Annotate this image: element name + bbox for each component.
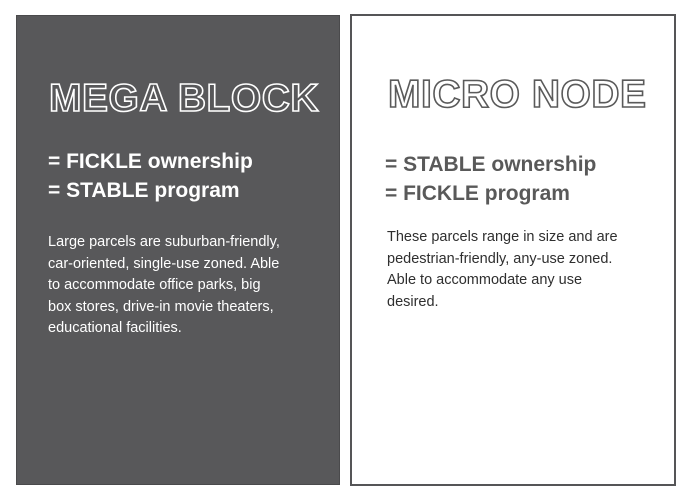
micro-node-desc-line: These parcels range in size and are bbox=[387, 229, 618, 245]
mega-block-program: = STABLE program bbox=[48, 179, 240, 202]
micro-node-equations bbox=[385, 150, 596, 208]
mega-block-desc-line: to accommodate office parks, big bbox=[48, 277, 261, 293]
micro-node-desc-line: Able to accommodate any use bbox=[387, 272, 583, 288]
mega-block-description bbox=[48, 232, 280, 340]
mega-block-desc-line: educational facilities. bbox=[48, 320, 182, 336]
mega-block-desc-line: Large parcels are suburban-friendly, bbox=[48, 234, 280, 250]
mega-block-panel bbox=[16, 15, 340, 485]
micro-node-program: = FICKLE program bbox=[385, 182, 570, 205]
mega-block-desc-line: car-oriented, single-use zoned. Able bbox=[48, 255, 280, 272]
micro-node-title: MICRO NODE bbox=[388, 73, 647, 116]
micro-node-description bbox=[387, 227, 618, 313]
mega-block-equations bbox=[48, 147, 253, 205]
micro-node-desc-line: desired. bbox=[387, 293, 439, 310]
micro-node-ownership: = STABLE ownership bbox=[385, 153, 597, 176]
micro-node-panel bbox=[350, 14, 676, 486]
mega-block-title: MEGA BLOCK bbox=[49, 77, 320, 120]
mega-block-desc-line: box stores, drive-in movie theaters, bbox=[48, 298, 274, 315]
mega-block-ownership: = FICKLE ownership bbox=[48, 150, 253, 173]
micro-node-desc-line: pedestrian-friendly, any-use zoned. bbox=[387, 250, 613, 267]
